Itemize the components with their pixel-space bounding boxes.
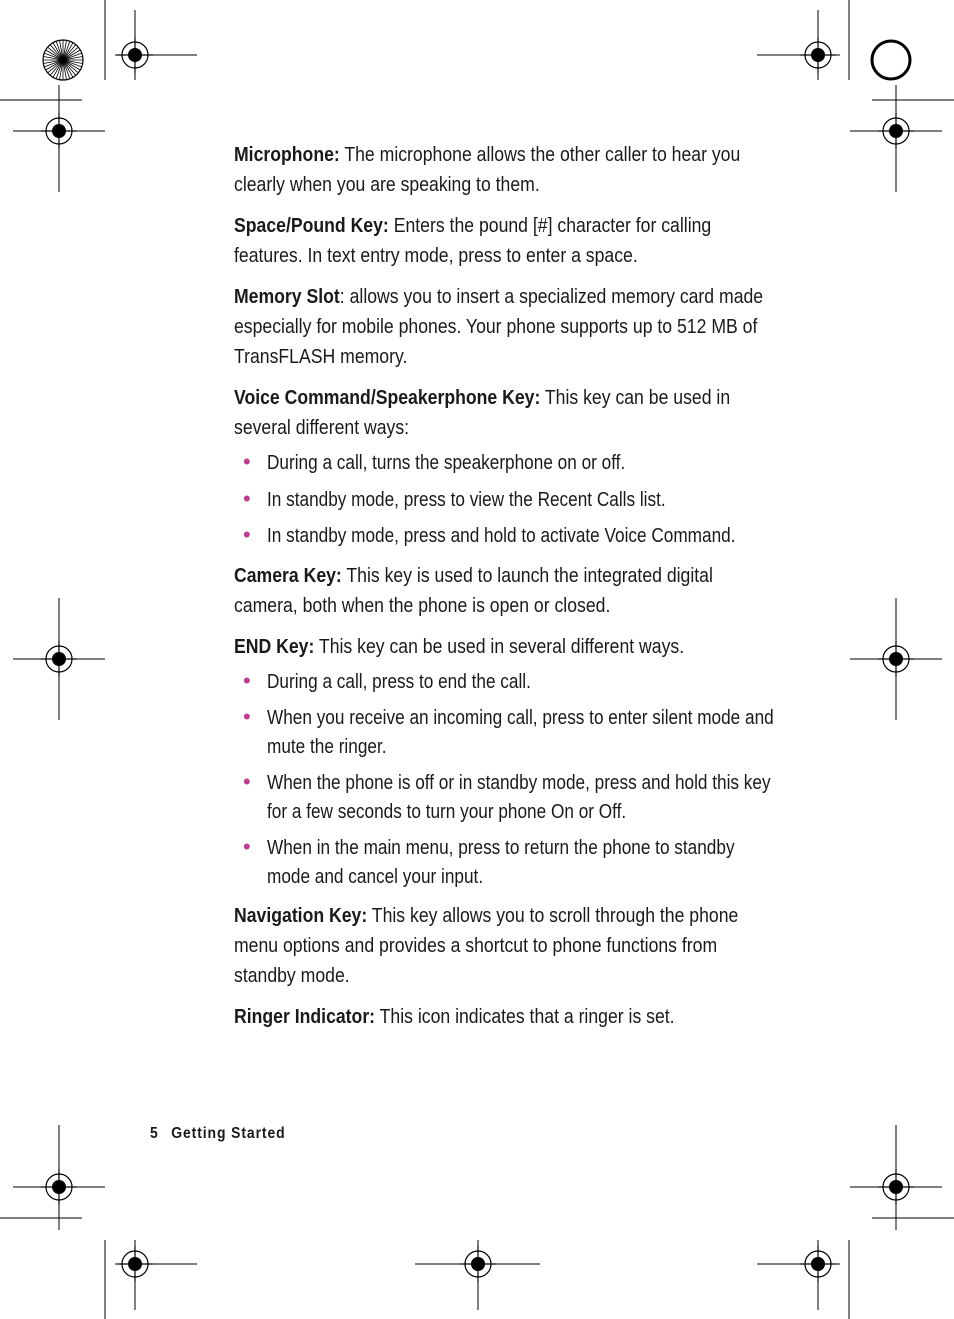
registration-mark-icon	[41, 113, 77, 149]
term-label: Space/Pound Key:	[234, 214, 389, 237]
registration-mark-icon	[800, 1246, 836, 1282]
bullet-list	[234, 449, 782, 551]
paragraph	[234, 140, 781, 200]
paragraph	[234, 901, 781, 991]
paragraph	[234, 561, 781, 621]
paragraph	[234, 383, 781, 443]
description-text: : allows you to insert a specialized memory card made especially for mobile phones. Your phone supports up to 512 MB of TransFLASH memory.	[234, 285, 764, 368]
bullet-dot-icon: •	[243, 449, 251, 474]
bullet-dot-icon: •	[243, 485, 251, 511]
page-footer	[150, 1125, 286, 1143]
description-text: This key is used to launch the integrated digital camera, both when the phone is open or closed.	[234, 563, 713, 617]
description-text: Enters the pound [#] character for calling features. In text entry mode, press to enter a space.	[234, 214, 712, 267]
description-text: This key allows you to scroll through the phone menu options and provides a shortcut to phone functions from standby mode.	[234, 904, 739, 987]
description-text: This icon indicates that a ringer is set.	[375, 1005, 675, 1028]
list-item	[234, 522, 782, 551]
section-title: Getting Started	[171, 1125, 286, 1142]
section-space-pound-key	[234, 211, 782, 271]
paragraph	[234, 632, 781, 662]
section-camera-key	[234, 561, 782, 621]
registration-mark-icon	[41, 641, 77, 677]
section-navigation-key	[234, 901, 782, 991]
list-item	[234, 668, 782, 697]
term-label: Ringer Indicator:	[234, 1005, 376, 1028]
description-text: The microphone allows the other caller to hear you clearly when you are speaking to them.	[234, 143, 741, 196]
registration-mark-icon	[41, 1169, 77, 1205]
registration-mark-icon	[878, 113, 914, 149]
term-label: Navigation Key:	[234, 904, 368, 927]
paragraph	[234, 211, 781, 271]
term-label: Camera Key:	[234, 563, 342, 587]
paragraph	[234, 1002, 781, 1032]
registration-mark-icon	[117, 37, 153, 73]
description-text: This key can be used in several different ways.	[314, 634, 685, 658]
term-label: Microphone:	[234, 143, 340, 166]
list-item-text: In standby mode, press and hold to activate Voice Command.	[267, 525, 736, 547]
bullet-dot-icon: •	[243, 769, 251, 794]
page-number: 5	[150, 1125, 159, 1142]
paragraph	[234, 282, 781, 372]
section-voice-command-key	[234, 383, 782, 551]
list-item-text: When in the main menu, press to return the phone to standby mode and cancel your input.	[267, 837, 735, 888]
bullet-list	[234, 668, 782, 892]
registration-mark-icon	[878, 641, 914, 677]
list-item	[234, 704, 782, 761]
bullet-dot-icon: •	[243, 522, 251, 547]
term-label: END Key:	[234, 634, 315, 658]
bullet-dot-icon: •	[243, 667, 251, 693]
list-item-text: When the phone is off or in standby mode, press and hold this key for a few seconds to turn your phone On or Off.	[267, 772, 771, 823]
section-memory-slot	[234, 282, 782, 372]
term-label: Voice Command/Speakerphone Key:	[234, 386, 541, 409]
starburst-mark-icon	[43, 40, 83, 80]
list-item-text: During a call, press to end the call.	[267, 670, 531, 693]
registration-mark-icon	[800, 37, 836, 73]
term-label: Memory Slot	[234, 285, 340, 308]
section-end-key	[234, 632, 782, 892]
section-ringer-indicator	[234, 1002, 782, 1032]
bullet-dot-icon: •	[243, 834, 251, 859]
list-item	[234, 834, 782, 891]
list-item-text: In standby mode, press to view the Recent Calls list.	[267, 488, 666, 511]
list-item	[234, 486, 782, 515]
registration-mark-icon	[878, 1169, 914, 1205]
bullet-dot-icon: •	[243, 704, 251, 729]
list-item-text: When you receive an incoming call, press to enter silent mode and mute the ringer.	[267, 707, 774, 758]
section-microphone	[234, 140, 782, 200]
description-text: This key can be used in several different ways:	[234, 386, 731, 439]
list-item-text: During a call, turns the speakerphone on or off.	[267, 452, 626, 474]
page-content	[234, 140, 782, 1043]
registration-mark-icon	[117, 1246, 153, 1282]
circle-mark-icon	[872, 41, 910, 79]
registration-mark-icon	[460, 1246, 496, 1282]
list-item	[234, 769, 782, 826]
list-item	[234, 449, 782, 478]
